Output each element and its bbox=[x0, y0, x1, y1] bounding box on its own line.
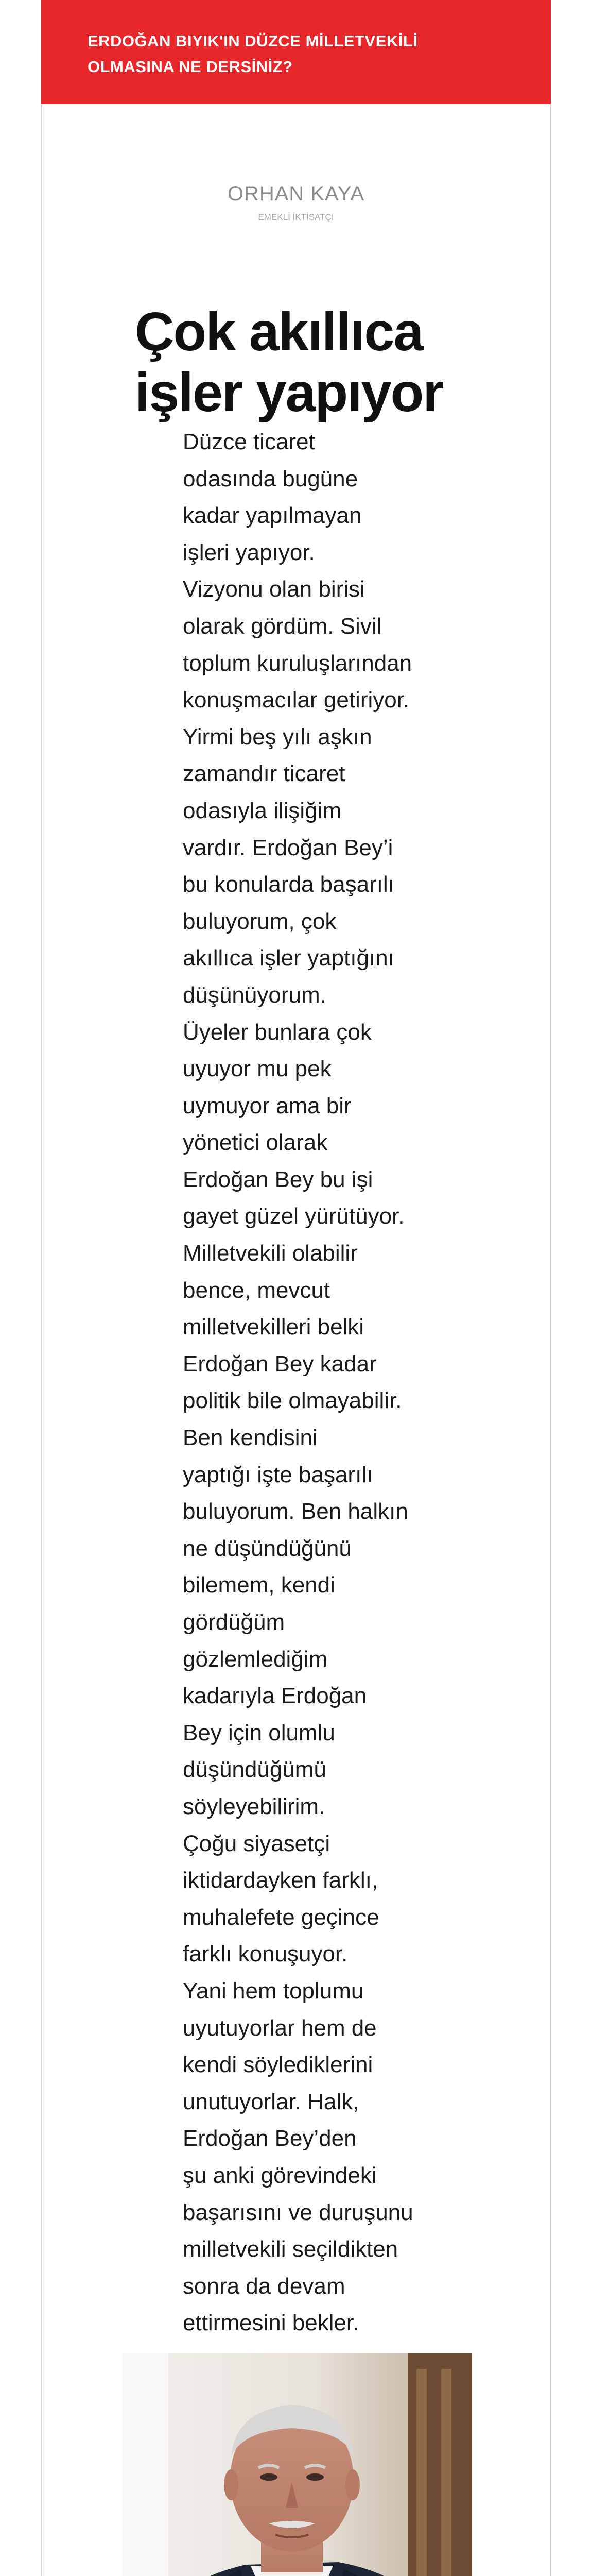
body-line: milletvekilleri belki bbox=[183, 1314, 364, 1340]
body-line: Bey için olumlu bbox=[183, 1720, 335, 1745]
body-line: Yani hem toplumu bbox=[183, 1978, 364, 2004]
body-line: yönetici olarak bbox=[183, 1130, 328, 1156]
body-line: başarısını ve duruşunu bbox=[183, 2199, 413, 2225]
body-line: Ben kendisini bbox=[183, 1425, 318, 1451]
portrait-photo bbox=[122, 2353, 472, 2576]
body-line: Erdoğan Bey bu işi bbox=[183, 1166, 373, 1192]
body-line: kadar yapılmayan bbox=[183, 503, 362, 529]
body-line: farklı konuşuyor. bbox=[183, 1941, 348, 1967]
body-line: odasıyla ilişiğim bbox=[183, 798, 342, 823]
body-line: gördüğüm bbox=[183, 1609, 285, 1635]
body-line: uyuyor mu pek bbox=[183, 1056, 332, 1082]
body-line: kendi söylediklerini bbox=[183, 2052, 373, 2078]
body-line: milletvekili seçildikten bbox=[183, 2236, 398, 2262]
headline-line-1: Çok akıllıca bbox=[135, 301, 423, 362]
body-line: sonra da devam bbox=[183, 2273, 345, 2299]
body-line: gayet güzel yürütüyor. bbox=[183, 1204, 405, 1229]
body-line: Çoğu siyasetçi bbox=[183, 1831, 330, 1856]
header-title bbox=[88, 28, 551, 80]
body-line: kadarıyla Erdoğan bbox=[183, 1683, 367, 1709]
body-line: Vizyonu olan birisi bbox=[183, 577, 365, 602]
body-line: şu anki görevindeki bbox=[183, 2162, 377, 2188]
body-line: Yirmi beş yılı aşkın bbox=[183, 724, 372, 750]
body-line: olarak gördüm. Sivil bbox=[183, 613, 382, 639]
body-line: işleri yapıyor. bbox=[183, 539, 315, 565]
body-line: muhalefete geçince bbox=[183, 1904, 379, 1930]
body-line: toplum kuruluşlarından bbox=[183, 650, 412, 676]
body-line: düşündüğümü bbox=[183, 1757, 326, 1783]
body-line: buluyorum, çok bbox=[183, 908, 337, 934]
author-name: ORHAN KAYA bbox=[227, 182, 365, 205]
body-line: Erdoğan Bey kadar bbox=[183, 1351, 377, 1377]
body-line: zamandır ticaret bbox=[183, 761, 345, 787]
body-line: konuşmacılar getiriyor. bbox=[183, 687, 410, 713]
header-title-line-2: OLMASINA NE DERSİNİZ? bbox=[88, 58, 293, 76]
body-line: uyutuyorlar hem de bbox=[183, 2015, 377, 2041]
headline-line-2: işler yapıyor bbox=[135, 362, 443, 423]
body-line: unutuyorlar. Halk, bbox=[183, 2089, 359, 2114]
body-line: akıllıca işler yaptığını bbox=[183, 945, 394, 971]
header-banner bbox=[41, 0, 551, 104]
body-line: uymuyor ama bir bbox=[183, 1093, 352, 1118]
body-line: bence, mevcut bbox=[183, 1277, 330, 1303]
article-body bbox=[183, 423, 420, 2342]
body-line: ettirmesini bekler. bbox=[183, 2310, 359, 2336]
body-line: politik bile olmayabilir. bbox=[183, 1388, 402, 1414]
header-title-line-1: ERDOĞAN BIYIK'IN DÜZCE MİLLETVEKİLİ bbox=[88, 32, 418, 50]
body-line: gözlemlediğim bbox=[183, 1646, 328, 1672]
body-line: ne düşündüğünü bbox=[183, 1535, 352, 1561]
body-line: bu konularda başarılı bbox=[183, 872, 394, 897]
body-line: buluyorum. Ben halkın bbox=[183, 1499, 408, 1524]
body-line: Düzce ticaret bbox=[183, 429, 315, 454]
body-line: söyleyebilirim. bbox=[183, 1793, 325, 1819]
body-line: düşünüyorum. bbox=[183, 982, 326, 1008]
body-line: Üyeler bunlara çok bbox=[183, 1019, 372, 1045]
body-line: iktidardayken farklı, bbox=[183, 1868, 378, 1893]
body-line: Milletvekili olabilir bbox=[183, 1241, 358, 1266]
body-line: yaptığı işte başarılı bbox=[183, 1462, 373, 1487]
body-line: bilemem, kendi bbox=[183, 1572, 335, 1598]
body-line: Erdoğan Bey’den bbox=[183, 2126, 357, 2151]
body-line: odasında bugüne bbox=[183, 466, 358, 492]
article-headline bbox=[135, 301, 506, 423]
body-line: vardır. Erdoğan Bey’i bbox=[183, 835, 393, 860]
author-role: EMEKLİ İKTİSATÇI bbox=[258, 212, 334, 222]
